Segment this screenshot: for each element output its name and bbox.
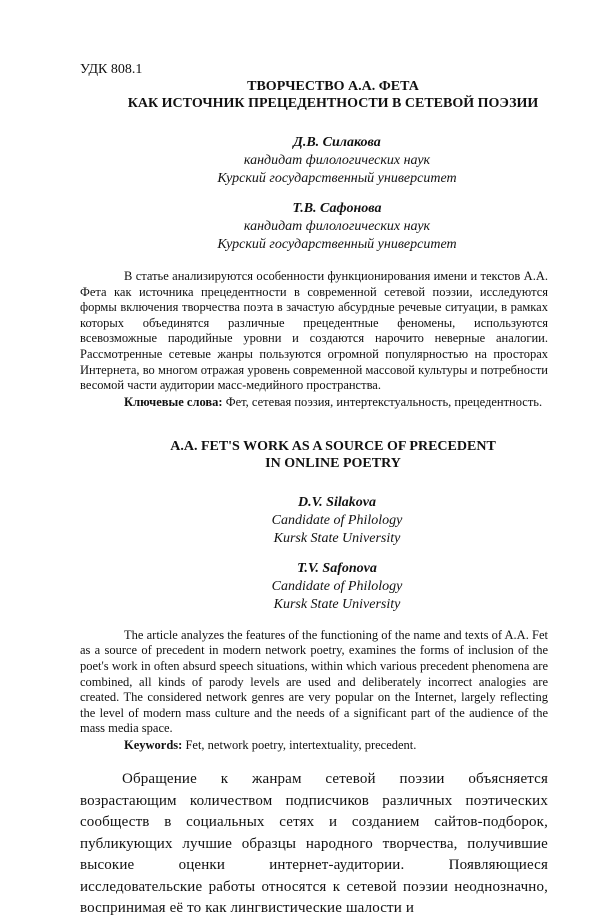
author-degree: Candidate of Philology [271,578,403,594]
keywords-text: Fet, network poetry, intertextuality, precedent. [185,737,417,752]
abstract-en [80,628,548,737]
author-affiliation: Kursk State University [273,596,401,612]
author-name: T.V. Safonova [297,560,377,576]
keywords-en [124,738,548,753]
author-affiliation: Kursk State University [273,530,401,546]
title-line: A.A. FET'S WORK AS A SOURCE OF PRECEDENT [170,438,496,454]
title-line: ТВОРЧЕСТВО А.А. ФЕТА [247,79,419,94]
author-affiliation: Курский государственный университет [217,237,457,252]
author-affiliation: Курский государственный университет [217,171,457,186]
keywords-ru [124,395,548,410]
author-degree: кандидат филологических наук [243,219,431,234]
body-text [80,769,548,920]
article-title-en [118,438,548,472]
author-block-ru-1 [126,134,548,188]
keywords-label: Keywords: [124,737,183,752]
author-block-en-1 [126,494,548,548]
keywords-label: Ключевые слова: [124,394,223,409]
author-name: Т.В. Сафонова [292,201,382,216]
abstract-text: The article analyzes the features of the functioning of the name and texts of A.A. Fet as a source of precedent in modern network poetry, examines the forms of inclusion of the poet's work in often absurd speech situations, within which various precedent phenomena are combined, all kinds of parody levels are used and deliberately incorrect analogies are created. The considered network genres are very popular on the Internet, largely reflecting the level of modern mass culture and the needs of a significant part of the audience of the mass media space. [80,627,548,736]
article-title-ru [118,78,548,112]
abstract-text: В статье анализируются особенности функционирования имени и текстов А.А. Фета как источника прецедентности в современной сетевой поэзии, исследуются формы включения творчества поэта в зачастую абсурдные речевые ситуации, в рамках которых объединятся различные прецедентные феномены, используются всевозможные пародийные уровни и создаются нарочито неверные аналогии. Рассмотренные сетевые жанры пользуются огромной популярностью на просторах Интернета, во многом отражая уровень современной массовой культуры и потребности весомой части аудитории масс-медийного пространства. [80,269,548,393]
title-line: IN ONLINE POETRY [265,455,401,471]
keywords-text: Фет, сетевая поэзия, интертекстуальность, прецедентность. [225,394,543,409]
udk-code: УДК 808.1 [80,62,143,77]
author-degree: кандидат филологических наук [243,153,431,168]
author-block-en-2 [126,560,548,614]
author-name: Д.В. Силакова [293,135,381,150]
abstract-ru [80,269,548,394]
author-degree: Candidate of Philology [271,512,403,528]
author-name: D.V. Silakova [298,494,376,510]
author-block-ru-2 [126,200,548,254]
body-paragraph: Обращение к жанрам сетевой поэзии объясняется возрастающим количеством подписчиков различных поэтических сообществ в социальных сетях и созданием сайтов-подборок, публикующих лучшие образцы народного творчества, получившие высокие оценки интернет-аудитории. Появляющиеся исследовательские работы относятся к сетевой поэзии неоднозначно, воспринимая её то как лингвистические шалости и [80,770,548,917]
title-line: КАК ИСТОЧНИК ПРЕЦЕДЕНТНОСТИ В СЕТЕВОЙ ПОЭЗИИ [127,96,539,111]
